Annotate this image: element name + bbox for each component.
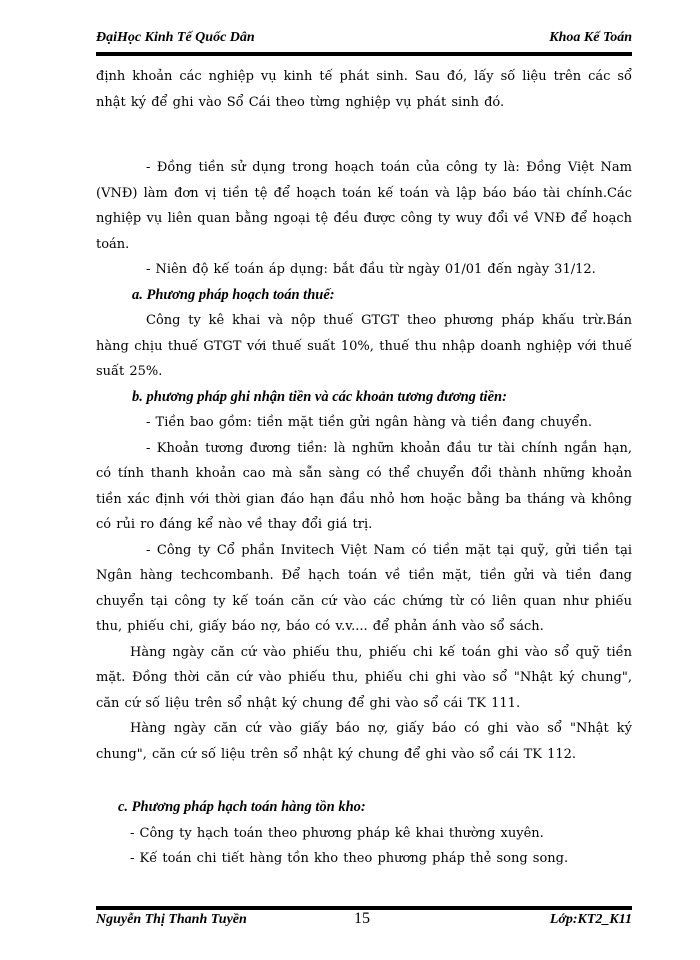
page-footer xyxy=(96,912,632,932)
paragraph-daily-bank-notes: Hàng ngày căn cứ vào giấy báo nợ, giấy báo có ghi vào sổ "Nhật ký chung", căn cứ số liệu trên sổ nhật ký chung để ghi vào sổ cái TK 112. xyxy=(96,721,632,762)
header-university: ĐạiHọc Kinh Tế Quốc Dân xyxy=(96,30,255,45)
list-item-inventory-detail: - Kế toán chi tiết hàng tồn kho theo phương pháp thẻ song song. xyxy=(130,851,569,866)
paragraph-tax: Công ty kê khai và nộp thuế GTGT theo phương pháp khấu trừ.Bán hàng chịu thuế GTGT với thuế suất 10%, thuế thu nhập doanh nghiệp với thuế suất 25%. xyxy=(96,313,632,379)
section-heading-inventory: c. Phương pháp hạch toán hàng tồn kho: xyxy=(118,799,366,815)
paragraph-currency: - Đồng tiền sử dụng trong hoạch toán của công ty là: Đồng Việt Nam (VNĐ) làm đơn vị tiền tệ để hoạch toán kế toán và lập báo báo tài chính.Các nghiệp vụ liên quan bằng ngoại tệ đều được công ty wuy đổi về VNĐ để hoạch toán. xyxy=(96,160,632,252)
footer-class: Lớp:KT2_K11 xyxy=(549,912,632,927)
paragraph-intro: định khoản các nghiệp vụ kinh tế phát sinh. Sau đó, lấy số liệu trên các sổ nhật ký để ghi vào Sổ Cái theo từng nghiệp vụ phát sinh đó. xyxy=(96,69,632,110)
footer-author: Nguyễn Thị Thanh Tuyền xyxy=(96,912,247,927)
page-header xyxy=(96,30,632,46)
paragraph-cash-equivalents: - Khoản tương đương tiền: là nghữn khoản đầu tư tài chính ngắn hạn, có tính thanh khoản cao mà sẵn sàng có thể chuyển đổi thành những khoản tiền xác định với thời gian đáo hạn đầu nhỏ hơn hoặc bằng ba tháng và không có rủi ro đáng kể nào về thay đổi giá trị. xyxy=(96,440,632,532)
paragraph-daily-receipts: Hàng ngày căn cứ vào phiếu thu, phiếu chi kế toán ghi vào sổ quỹ tiền mặt. Đồng thời căn cứ vào phiếu thu, phiếu chi ghi vào sổ "Nhật ký chung", căn cứ số liệu trên sổ nhật ký chung để ghi vào sổ cái TK 111. xyxy=(96,644,632,711)
section-heading-tax: a. Phương pháp hoạch toán thuế: xyxy=(132,286,335,303)
list-item-inventory-method: - Công ty hạch toán theo phương pháp kê khai thường xuyên. xyxy=(130,825,544,841)
paragraph-company-cash: - Công ty Cổ phần Invitech Việt Nam có tiền mặt tại quỹ, gửi tiền tại Ngân hàng techcombanh. Để hạch toán về tiền mặt, tiền gửi và tiền đang chuyển tại công ty kế toán căn cứ vào các chứng từ có liên quan như phiếu thu, phiếu chi, giấy báo nợ, báo có v.v.... để phản ánh vào sổ sách. xyxy=(96,542,632,634)
paragraph-cash-components: - Tiền bao gồm: tiền mặt tiền gửi ngân hàng và tiền đang chuyển. xyxy=(146,415,592,430)
section-heading-cash: b. phương pháp ghi nhận tiền và các khoản tương đương tiền: xyxy=(132,388,507,405)
page-content xyxy=(96,64,632,872)
page-number: 15 xyxy=(354,910,370,927)
header-faculty: Khoa Kế Toán xyxy=(549,30,632,45)
paragraph-fiscal-year: - Niên độ kế toán áp dụng: bắt đầu từ ngày 01/01 đến ngày 31/12. xyxy=(146,262,596,277)
header-rule xyxy=(96,52,632,56)
